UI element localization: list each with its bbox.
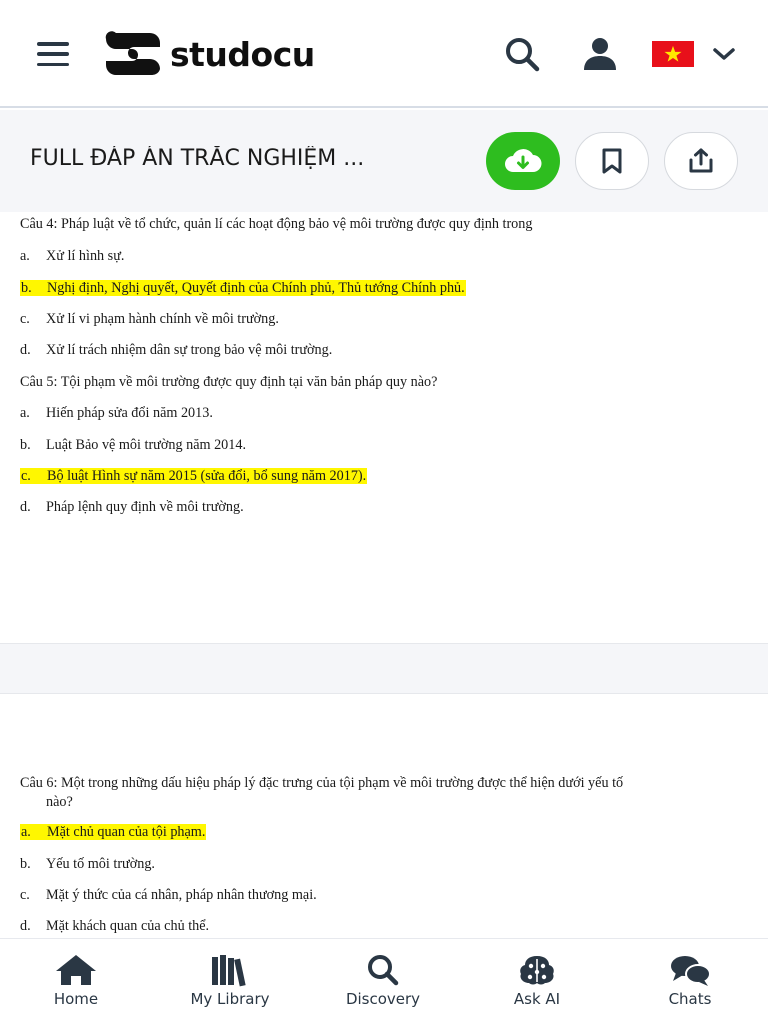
q5-option-b: b. Luật Bảo vệ môi trường năm 2014.	[20, 437, 246, 453]
q4-option-b-highlighted: b. Nghị định, Nghị quyết, Quyết định của Chính phủ, Thủ tướng Chính phủ.	[21, 280, 465, 296]
nav-ask-ai[interactable]	[477, 953, 597, 1008]
nav-home[interactable]	[16, 953, 136, 1008]
search-icon[interactable]	[502, 34, 542, 74]
document-viewer[interactable]	[0, 212, 768, 938]
nav-discovery[interactable]	[323, 953, 443, 1008]
nav-chats-label: Chats	[668, 990, 712, 1008]
hamburger-menu-icon[interactable]	[30, 38, 76, 70]
q6-option-a-highlighted: a. Mặt chủ quan của tội phạm.	[21, 824, 206, 840]
q5-option-a: a. Hiến pháp sửa đổi năm 2013.	[20, 405, 213, 421]
share-button[interactable]	[664, 132, 738, 190]
download-button[interactable]	[486, 132, 560, 190]
q6-option-b: b. Yếu tố môi trường.	[20, 856, 155, 872]
nav-discovery-label: Discovery	[345, 990, 421, 1008]
nav-chats[interactable]	[630, 953, 750, 1008]
nav-my-library-label: My Library	[190, 990, 270, 1008]
question-5: Câu 5: Tội phạm về môi trường được quy định tại văn bản pháp quy nào?	[20, 374, 438, 390]
library-books-icon	[208, 953, 252, 987]
q5-option-c-highlighted: c. Bộ luật Hình sự năm 2015 (sửa đổi, bổ sung năm 2017).	[21, 468, 367, 484]
chevron-down-icon	[712, 46, 736, 62]
language-selector[interactable]	[652, 38, 742, 70]
bookmark-icon	[599, 147, 625, 175]
q4-option-c: c. Xử lí vi phạm hành chính về môi trường.	[20, 311, 279, 327]
q4-option-d: d. Xử lí trách nhiệm dân sự trong bảo vệ môi trường.	[20, 342, 333, 358]
q6-option-c: c. Mặt ý thức của cá nhân, pháp nhân thương mại.	[20, 887, 317, 903]
share-icon	[687, 147, 715, 175]
nav-my-library[interactable]	[170, 953, 290, 1008]
ai-brain-icon	[515, 953, 559, 987]
page-break	[0, 643, 768, 694]
cloud-download-icon	[504, 146, 542, 176]
top-header	[0, 0, 768, 108]
q5-option-d: d. Pháp lệnh quy định về môi trường.	[20, 499, 244, 515]
q6-option-d: d. Mặt khách quan của chủ thể.	[20, 918, 210, 934]
user-account-icon[interactable]	[580, 34, 620, 74]
question-6-line-2: nào?	[46, 794, 73, 810]
home-icon	[54, 953, 98, 987]
bookmark-button[interactable]	[575, 132, 649, 190]
discovery-search-icon	[361, 953, 405, 987]
q4-option-a: a. Xử lí hình sự.	[20, 248, 125, 264]
document-title-bar	[0, 110, 768, 212]
document-title: FULL ĐÁP ÁN TRẮC NGHIỆM ...	[30, 146, 365, 171]
chat-bubbles-icon	[668, 953, 712, 987]
nav-home-label: Home	[53, 990, 99, 1008]
studocu-logo-mark-icon	[104, 31, 162, 77]
logo-text: studocu	[170, 34, 315, 74]
vietnam-flag-icon	[652, 41, 694, 67]
bottom-navigation	[0, 938, 768, 1024]
nav-ask-ai-label: Ask AI	[513, 990, 561, 1008]
question-6-line-1: Câu 6: Một trong những dấu hiệu pháp lý đặc trưng của tội phạm về môi trường được thể hiện dưới yếu tố	[20, 775, 624, 791]
studocu-logo[interactable]	[104, 30, 315, 78]
question-4: Câu 4: Pháp luật về tổ chức, quản lí các hoạt động bảo vệ môi trường được quy định trong	[20, 216, 533, 232]
